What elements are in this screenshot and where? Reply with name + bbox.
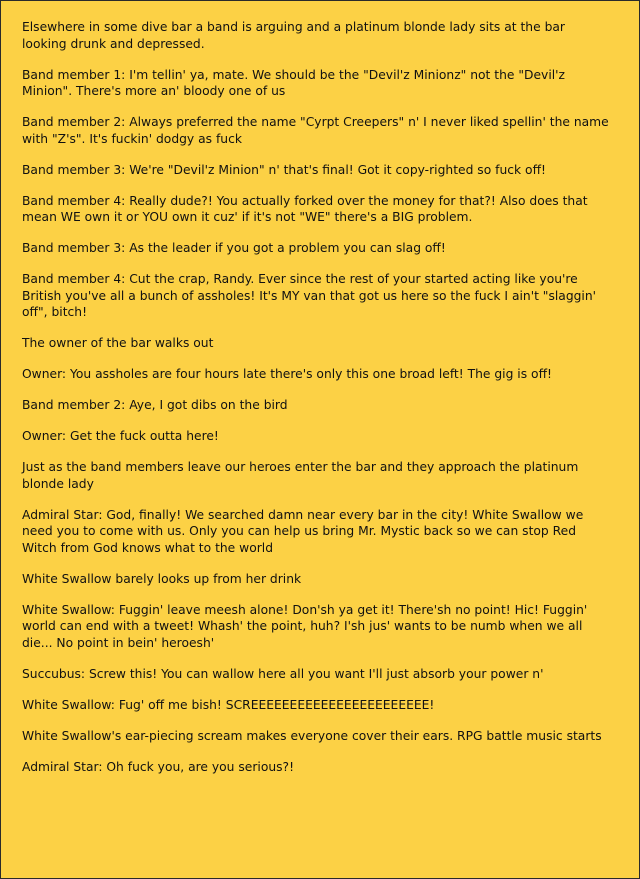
scene-direction: Elsewhere in some dive bar a band is arguing and a platinum blonde lady sits at the bar looking drunk and depressed. <box>22 20 565 51</box>
dialogue-line: Band member 4: Really dude?! You actually forked over the money for that?! Also does that mean WE own it or YOU own it cuz' if it's not "WE" there's a BIG problem. <box>22 193 588 224</box>
dialogue-line: White Swallow: Fug' off me bish! SCREEEEEEEEEEEEEEEEEEEEEEE! <box>22 697 435 712</box>
dialogue-line: Admiral Star: God, finally! We searched damn near every bar in the city! White Swallow we need you to come with us. Only you can help us bring Mr. Mystic back so we can stop Red Witch from God knows what to the world <box>22 507 584 555</box>
scene-direction: White Swallow barely looks up from her drink <box>22 571 302 586</box>
dialogue-line: Band member 2: Always preferred the name "Cyrpt Creepers" n' I never liked spellin' the name with "Z's". It's fuckin' dodgy as fuck <box>22 115 609 146</box>
dialogue-line: Band member 3: We're "Devil'z Minion" n' that's final! Got it copy-righted so fuck off! <box>22 162 546 177</box>
dialogue-line: Band member 3: As the leader if you got a problem you can slag off! <box>22 241 446 255</box>
dialogue-line: Owner: Get the fuck outta here! <box>22 429 219 443</box>
scene-direction: White Swallow's ear-piecing scream makes everyone cover their ears. RPG battle music starts <box>22 728 602 743</box>
dialogue-line: Admiral Star: Oh fuck you, are you serious?! <box>22 759 294 774</box>
dialogue-line: Band member 2: Aye, I got dibs on the bird <box>22 398 288 412</box>
scene-direction: Just as the band members leave our heroes enter the bar and they approach the platinum blonde lady <box>22 460 579 491</box>
dialogue-line: Owner: You assholes are four hours late there's only this one broad left! The gig is off! <box>22 367 552 381</box>
dialogue-line: Band member 1: I'm tellin' ya, mate. We should be the "Devil'z Minionz" not the "Devil'z Minion". There's more an' bloody one of us <box>22 67 565 98</box>
dialogue-line: White Swallow: Fuggin' leave meesh alone! Don'sh ya get it! There'sh no point! Hic! Fuggin' world can end with a tweet! Whash' the point, huh? I'sh jus' wants to be numb when we all die... No point in bein' heroesh' <box>22 602 588 650</box>
dialogue-line: Succubus: Screw this! You can wallow here all you want I'll just absorb your power n' <box>22 666 544 681</box>
script-text <box>22 19 612 790</box>
dialogue-line: Band member 4: Cut the crap, Randy. Ever since the rest of your started acting like you're British you've all a bunch of assholes! It's MY van that got us here so the fuck I ain't "slaggin' off", bitch! <box>22 272 597 319</box>
scene-direction: The owner of the bar walks out <box>22 336 214 350</box>
